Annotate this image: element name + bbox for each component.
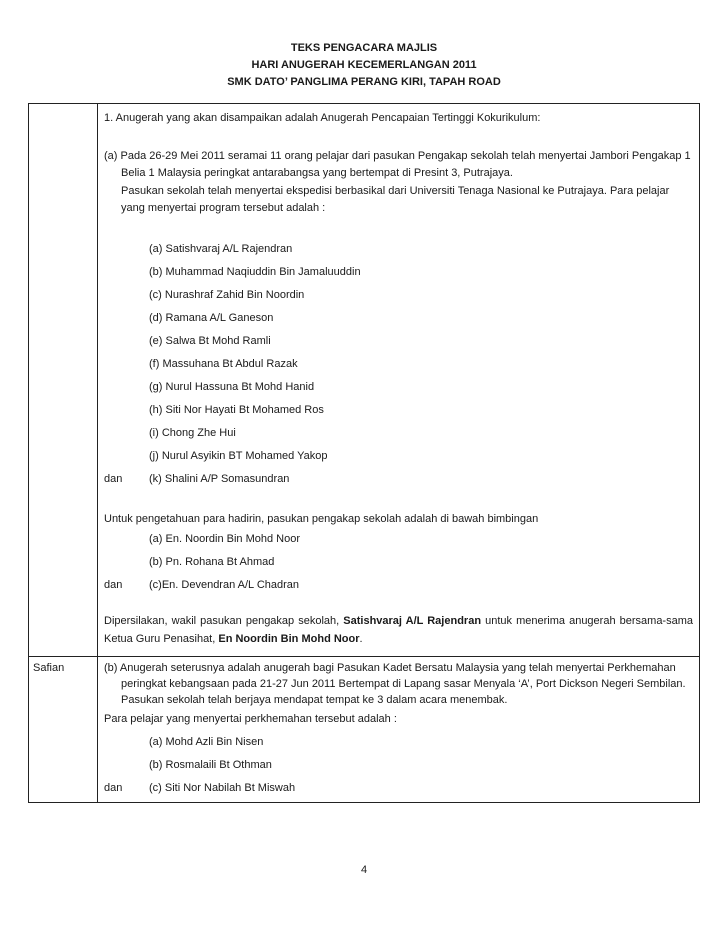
speaker-cell — [29, 104, 98, 657]
paragraph-a: (a) Pada 26-29 Mei 2011 seramai 11 orang pelajar dari pasukan Pengakap sekolah telah menyertai Jambori Pengakap 1 Belia 1 Malaysia peringkat antarabangsa yang bertempat di Presint 3, Putrajaya. — [104, 149, 691, 179]
participants-intro: Para pelajar yang menyertai perkhemahan tersebut adalah : — [104, 713, 397, 725]
page-number: 4 — [360, 864, 368, 876]
invitation-paragraph: Dipersilakan, wakil pasukan pengakap sekolah, Satishvaraj A/L Rajendran untuk menerima anugerah bersama-sama Ketua Guru Penasihat, En Noordin Bin Mohd Noor. — [104, 615, 693, 645]
document-header — [0, 40, 728, 91]
dan-label: dan — [104, 472, 123, 485]
list-item: (a) Mohd Azli Bin Nisen — [149, 736, 264, 748]
list-item: (b) Rosmalaili Bt Othman — [149, 759, 272, 771]
paragraph-a-continued: Pasukan sekolah telah menyertai ekspedisi berbasikal dari Universiti Tenaga Nasional ke Putrajaya. Para pelajar yang menyertai program tersebut adalah : — [121, 184, 670, 214]
list-item: (i) Chong Zhe Hui — [149, 426, 236, 439]
list-item-last — [104, 468, 693, 491]
list-item: (f) Massuhana Bt Abdul Razak — [149, 357, 298, 370]
list-item: (j) Nurul Asyikin BT Mohamed Yakop — [149, 449, 328, 462]
content-cell — [98, 657, 700, 803]
table-row — [29, 657, 700, 803]
teacher-name: En Noordin Bin Mohd Noor — [218, 632, 360, 645]
list-item-last — [104, 574, 693, 597]
paragraph-b: (b) Anugerah seterusnya adalah anugerah bagi Pasukan Kadet Bersatu Malaysia yang telah menyertai Perkhemahan peringkat kebangsaan pada 21-27 Jun 2011 Bertempat di Lapang sasar Menyala ‘A’, Port Dickson Negeri Sembilan. Pasukan sekolah telah berjaya mendapat tempat ke 3 dalam acara menembak. — [104, 662, 686, 706]
list-item: (a) Satishvaraj A/L Rajendran — [149, 242, 293, 255]
list-item-last — [104, 777, 693, 800]
list-item: (h) Siti Nor Hayati Bt Mohamed Ros — [149, 403, 324, 416]
header-school: SMK DATO’ PANGLIMA PERANG KIRI, TAPAH ROAD — [227, 76, 501, 88]
list-item: (a) En. Noordin Bin Mohd Noor — [149, 533, 301, 545]
script-table — [28, 103, 700, 803]
list-item: (c) Nurashraf Zahid Bin Noordin — [149, 288, 305, 301]
award-heading: 1. Anugerah yang akan disampaikan adalah Anugerah Pencapaian Tertinggi Kokurikulum: — [104, 112, 541, 124]
list-item: (b) Muhammad Naqiuddin Bin Jamaluuddin — [149, 265, 361, 278]
list-item-text: (c) Siti Nor Nabilah Bt Miswah — [149, 782, 296, 794]
list-item: (b) Pn. Rohana Bt Ahmad — [149, 556, 275, 568]
advisors-intro: Untuk pengetahuan para hadirin, pasukan pengakap sekolah adalah di bawah bimbingan — [104, 512, 539, 525]
header-title: TEKS PENGACARA MAJLIS — [290, 42, 438, 54]
recipient-name: Satishvaraj A/L Rajendran — [343, 615, 482, 627]
dan-label: dan — [104, 782, 123, 794]
table-row — [29, 104, 700, 657]
list-item: (d) Ramana A/L Ganeson — [149, 311, 274, 324]
header-event: HARI ANUGERAH KECEMERLANGAN 2011 — [251, 59, 477, 71]
list-item-text: (k) Shalini A/P Somasundran — [149, 472, 290, 485]
content-cell — [98, 104, 700, 657]
list-item: (g) Nurul Hassuna Bt Mohd Hanid — [149, 380, 315, 393]
list-item: (e) Salwa Bt Mohd Ramli — [149, 334, 271, 347]
speaker-cell: Safian — [29, 657, 98, 803]
list-item-text: (c)En. Devendran A/L Chadran — [149, 579, 300, 591]
dan-label: dan — [104, 579, 123, 591]
